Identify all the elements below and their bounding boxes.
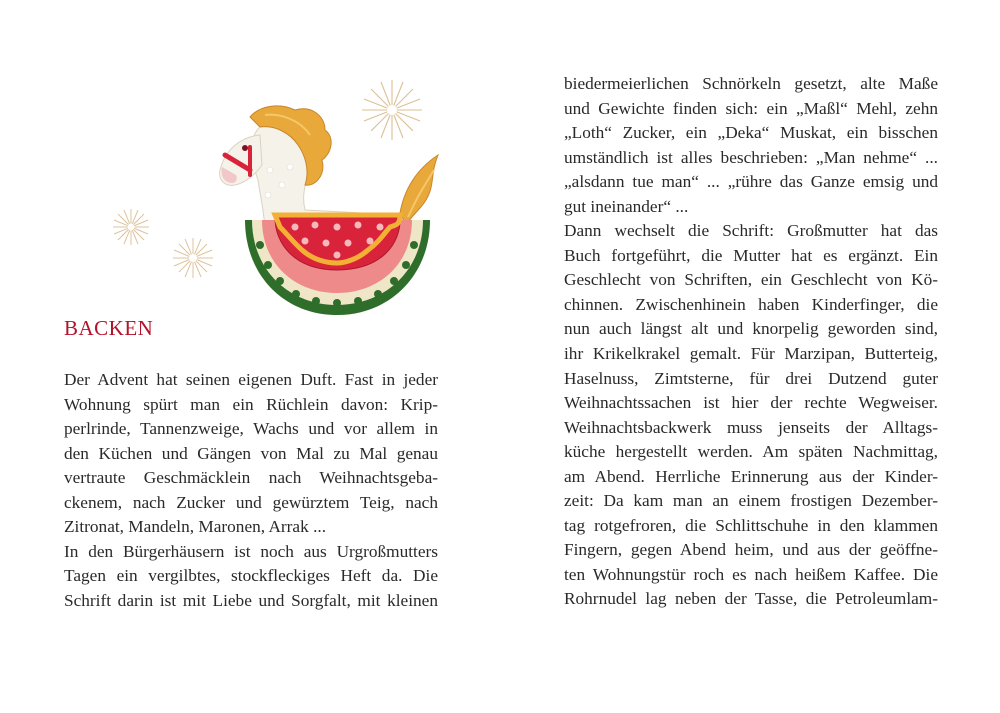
sparkle-icon <box>113 209 149 245</box>
text-line: und Gewichte finden sich: ein „Maßl“ Mehl, zehn <box>564 98 938 118</box>
text-line: chinnen. Zwischenhinein haben Kinderfinger, die <box>564 294 938 314</box>
text-line: Weihnachtssachen ist hier der rechte Wegweiser. <box>564 393 938 413</box>
text-line: perlrinde, Tannenzweige, Wachs und vor allem in <box>64 419 438 439</box>
text-line: vertraute Geschmäcklein nach Weihnachtsgeba- <box>64 468 438 488</box>
text-line: den Küchen und Gängen von Mal zu Mal genau <box>64 443 438 463</box>
text-line: Zitronat, Mandeln, Maronen, Arrak ... <box>64 517 327 537</box>
text-line: Schrift darin ist mit Liebe und Sorgfalt, mit kleinen <box>64 590 438 610</box>
text-line: Geschlecht von Schriften, ein Geschlecht von Kö- <box>564 270 938 290</box>
text-line: In den Bürgerhäusern ist noch aus Urgroßmutters <box>64 541 438 561</box>
text-line: Buch fortgeführt, die Mutter hat es ergänzt. Ein <box>564 245 938 265</box>
text-line: küche hergestellt werden. Am späten Nachmittag, <box>564 442 938 462</box>
text-line: zeit: Da kam man an einem frostigen Dezember- <box>564 491 938 511</box>
text-line: Weihnachtsbackwerk muss jenseits der Alltags- <box>564 417 938 437</box>
body-text-left <box>64 368 438 613</box>
text-line: Rohrnudel lag neben der Tasse, die Petroleumlam- <box>564 589 938 609</box>
text-line: umständlich ist alles beschrieben: „Man nehme“ ... <box>564 147 938 167</box>
text-line: ckenem, nach Zucker und gewürztem Teig, nach <box>64 492 438 512</box>
section-heading: BACKEN <box>64 316 154 340</box>
text-line: am Abend. Herrliche Erinnerung aus der Kinder- <box>564 466 938 486</box>
text-line: biedermeierlichen Schnörkeln gesetzt, alte Maße <box>564 74 938 93</box>
sparkle-icon <box>362 80 422 140</box>
sparkle-icon <box>173 238 213 278</box>
text-line: Der Advent hat seinen eigenen Duft. Fast in jeder <box>64 370 438 389</box>
text-line: „alsdann tue man“ ... „rühre das Ganze emsig und <box>564 172 938 192</box>
text-line: Wohnung spürt man ein Rüchlein davon: Krip- <box>64 394 438 414</box>
text-line: gut ineinander“ ... <box>564 196 689 216</box>
body-text-right <box>564 72 938 612</box>
text-line: ten Wohnungstür roch es nach heißem Kaffee. Die <box>564 564 938 584</box>
text-line: „Loth“ Zucker, ein „Deka“ Muskat, ein bisschen <box>564 123 938 143</box>
text-line: Haselnuss, Zimtsterne, für drei Dutzend guter <box>564 368 938 388</box>
text-line: Tagen ein vergilbtes, stockfleckiges Heft da. Die <box>64 566 438 586</box>
rocking-horse-illustration <box>100 75 445 325</box>
text-line: Fingern, gegen Abend heim, und aus der geöffne- <box>564 540 938 560</box>
rocking-horse-ornament-icon <box>100 75 445 325</box>
text-line: ihr Krikelkrakel gemalt. Für Marzipan, Butterteig, <box>564 344 938 364</box>
text-line: nun auch längst alt und knorpelig geworden sind, <box>564 319 938 339</box>
text-line: Dann wechselt die Schrift: Großmutter hat das <box>564 221 938 241</box>
right-page <box>500 0 1000 713</box>
text-line: tag rotgefroren, die Schlittschuhe in den klammen <box>564 515 938 535</box>
